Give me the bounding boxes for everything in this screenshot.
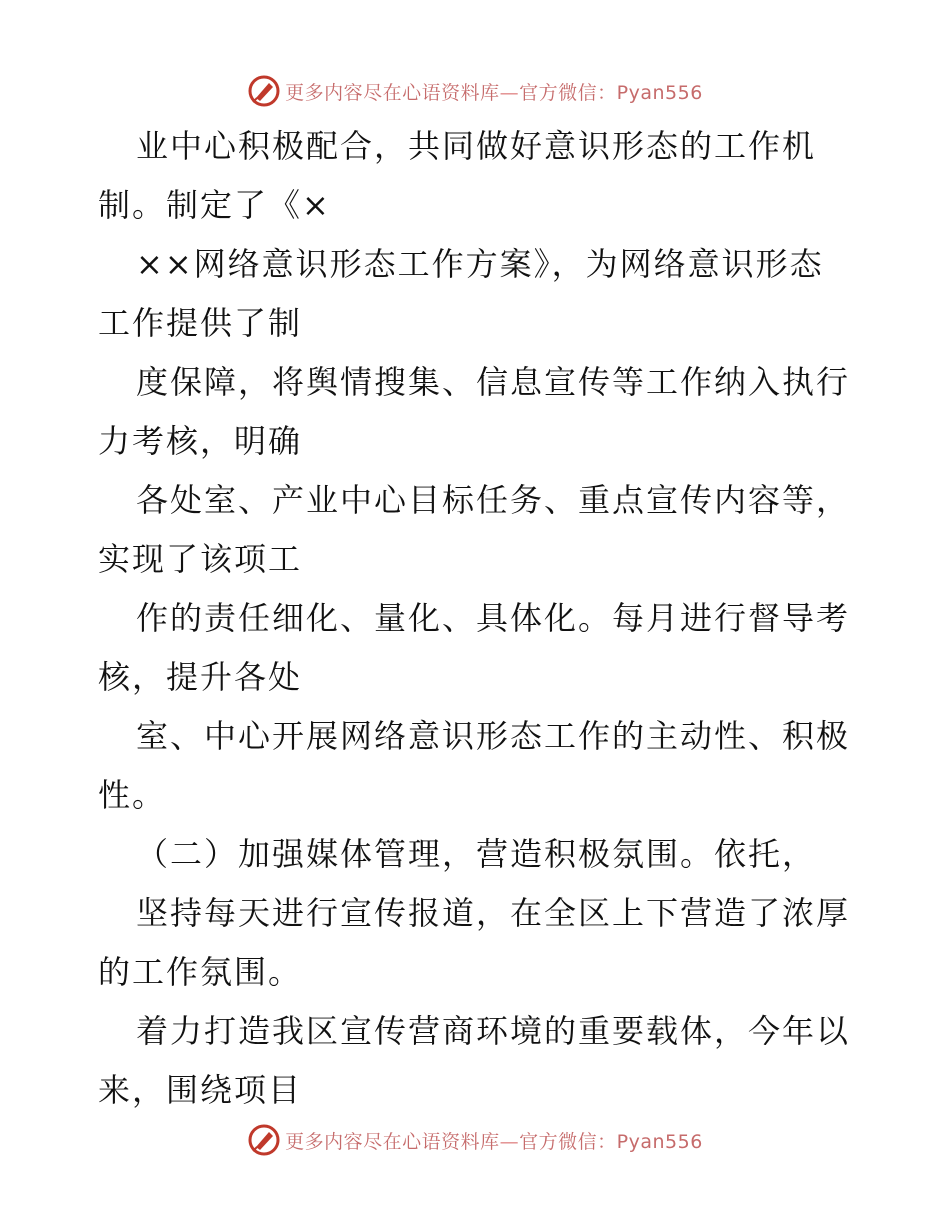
text-line: 室、中心开展网络意识形态工作的主动性、积极 — [136, 717, 851, 755]
text-line: 力考核，明确 — [98, 422, 303, 460]
text-line: 来，围绕项目 — [98, 1071, 303, 1109]
text-line: 实现了该项工 — [98, 540, 303, 578]
text-line: 性。 — [98, 776, 167, 814]
text-line: 核，提升各处 — [98, 658, 303, 696]
pen-seal-logo-icon — [247, 1123, 281, 1157]
text-line: 业中心积极配合，共同做好意识形态的工作机 — [136, 127, 817, 165]
text-line: 的工作氛围。 — [98, 953, 303, 991]
text-line: 坚持每天进行宣传报道，在全区上下营造了浓厚 — [136, 894, 851, 932]
watermark-text: 更多内容尽在心语资料库—官方微信：Pyan556 — [285, 81, 703, 104]
watermark-text: 更多内容尽在心语资料库—官方微信：Pyan556 — [285, 1130, 703, 1153]
text-line: 各处室、产业中心目标任务、重点宣传内容等， — [136, 481, 851, 519]
text-line: ××网络意识形态工作方案》，为网络意识形态 — [136, 245, 824, 283]
text-line: 着力打造我区宣传营商环境的重要载体，今年以 — [136, 1012, 851, 1050]
document-body — [98, 117, 858, 1120]
text-line: 工作提供了制 — [98, 304, 303, 342]
text-line: 度保障，将舆情搜集、信息宣传等工作纳入执行 — [136, 363, 851, 401]
footer-watermark — [0, 1120, 950, 1160]
pen-seal-logo-icon — [247, 74, 281, 108]
text-line: 作的责任细化、量化、具体化。每月进行督导考 — [136, 599, 851, 637]
header-watermark — [0, 71, 950, 111]
text-line: （二）加强媒体管理，营造积极氛围。依托， — [136, 835, 817, 873]
text-line: 制。制定了《× — [98, 186, 331, 224]
